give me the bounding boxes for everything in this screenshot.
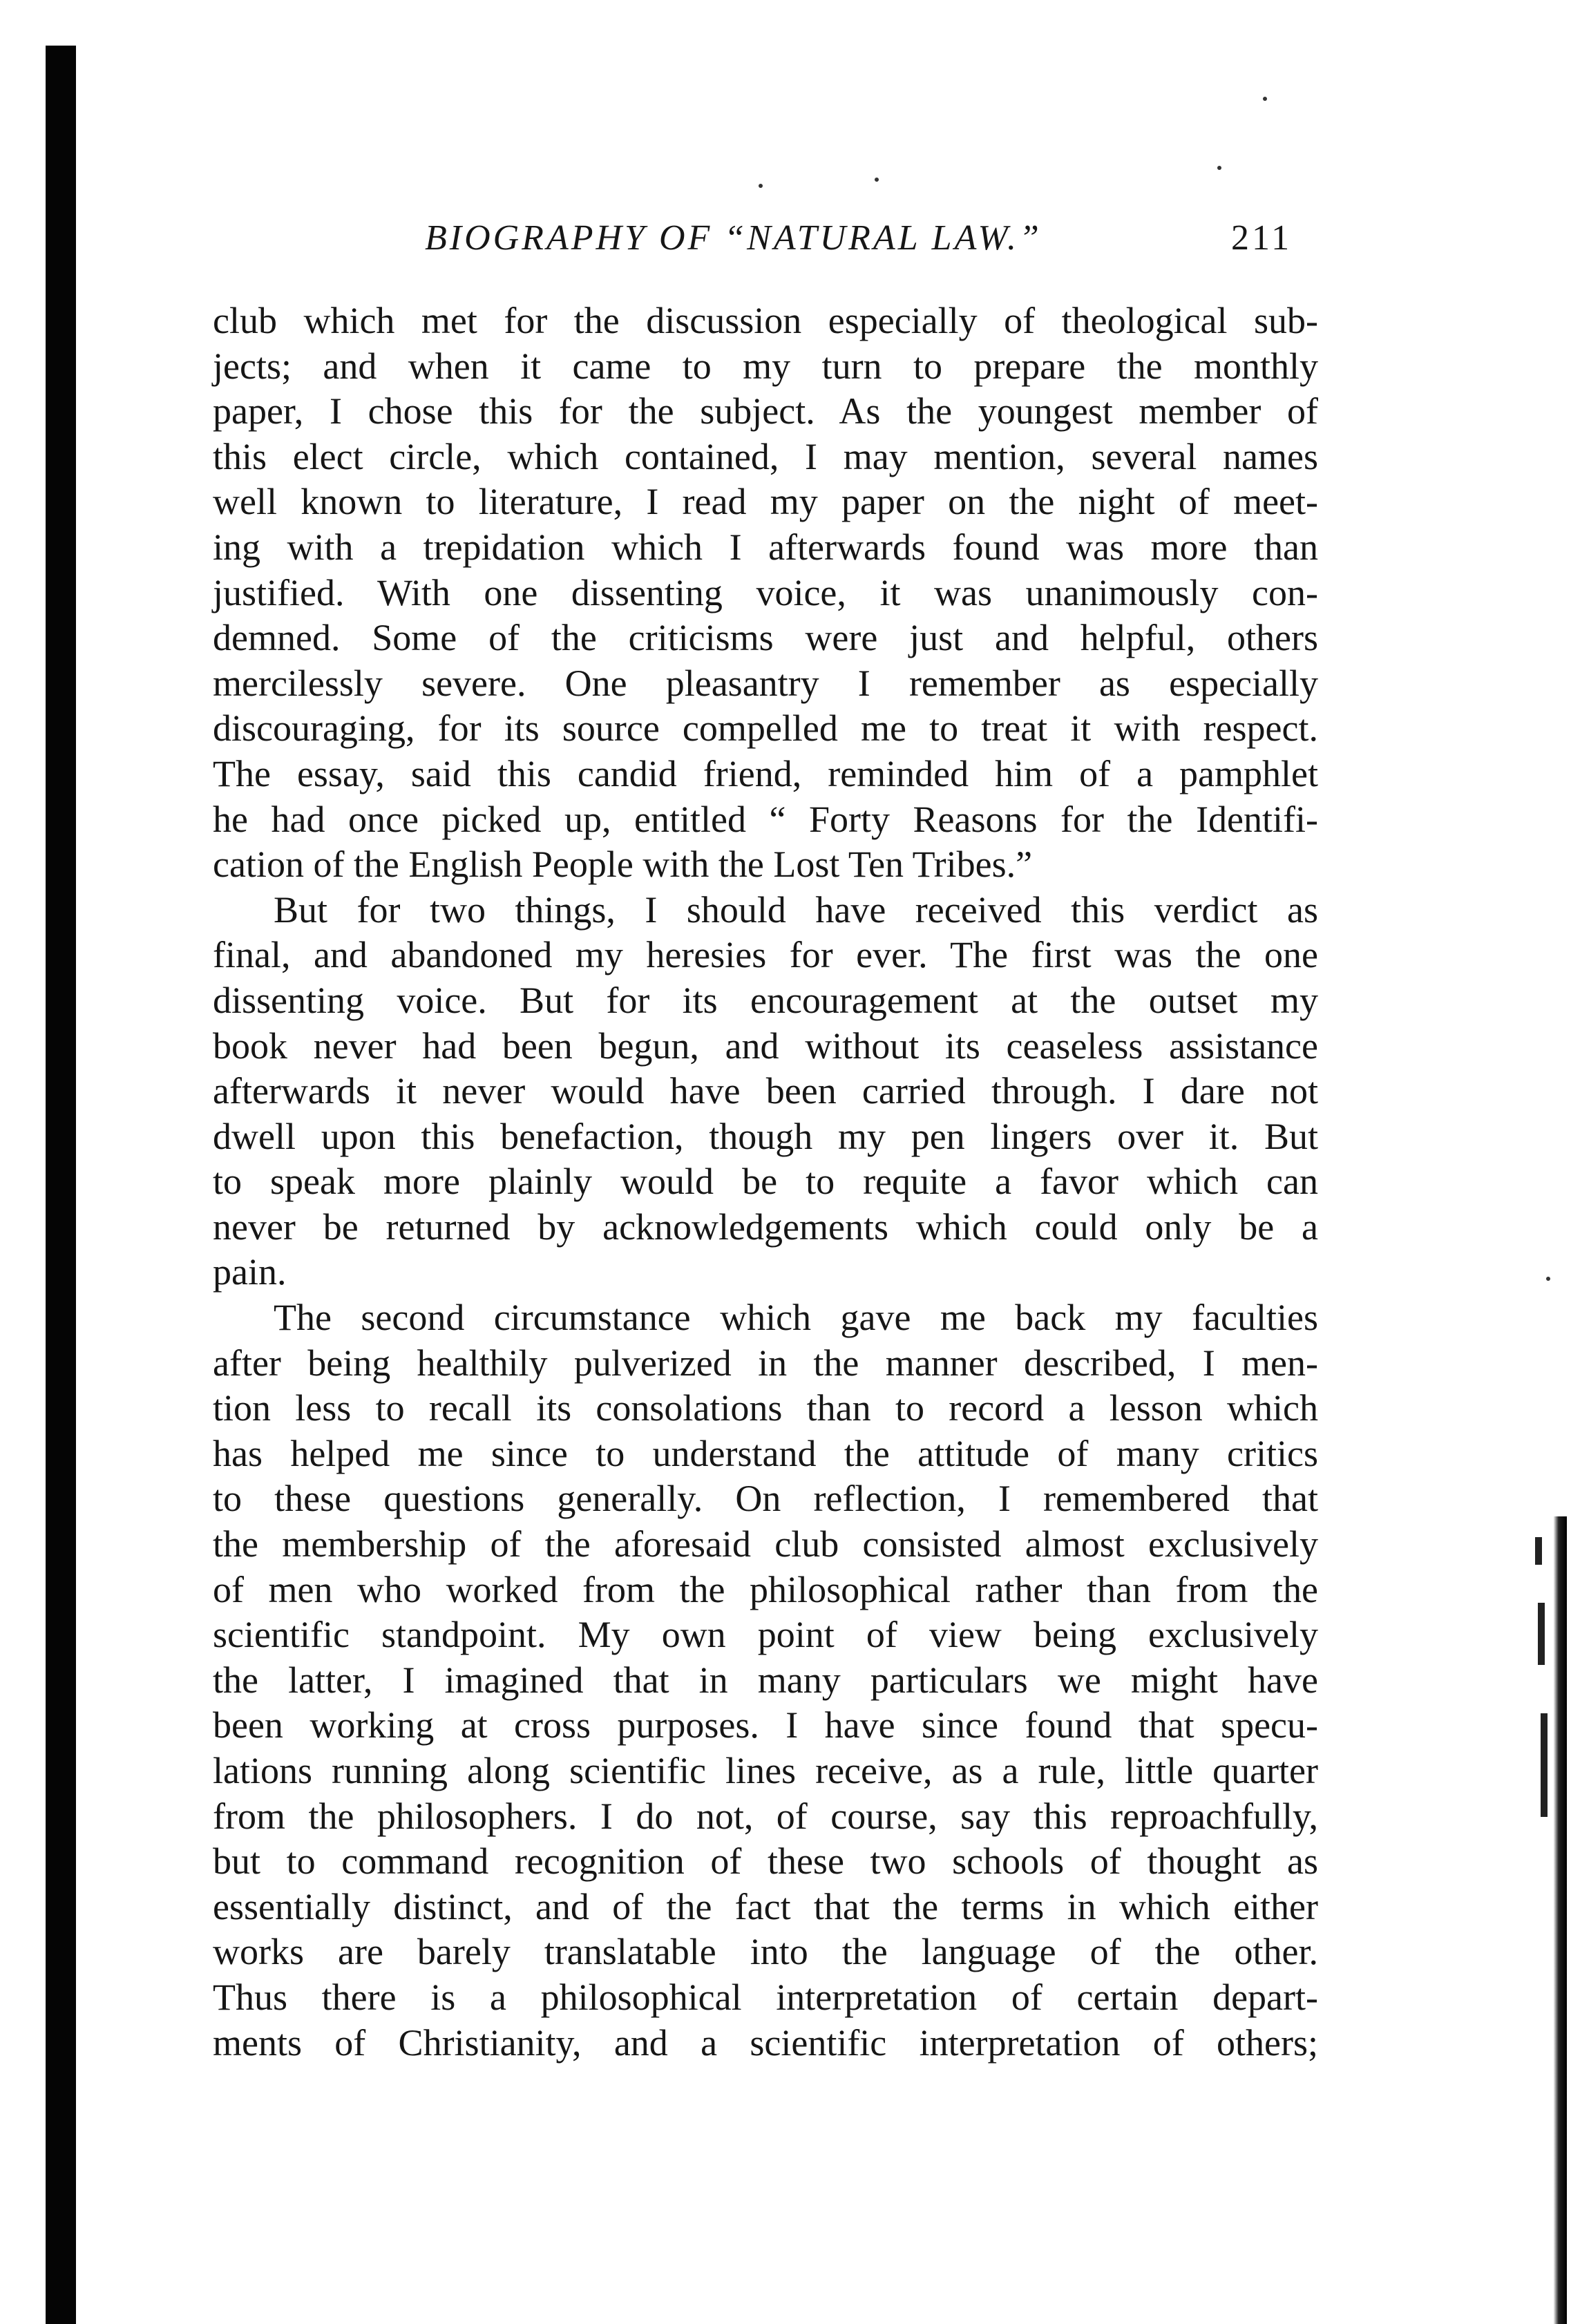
- text-line: he had once picked up, entitled “ Forty Reasons for the Identifi-: [213, 798, 1318, 840]
- text-line: to speak more plainly would be to requite a favor which can: [213, 1161, 1318, 1203]
- text-line: works are barely translatable into the language of the other.: [213, 1931, 1318, 1973]
- text-line: scientific standpoint. My own point of view being exclusively: [213, 1614, 1318, 1656]
- text-line: the membership of the aforesaid club consisted almost exclusively: [213, 1523, 1318, 1565]
- text-line: afterwards it never would have been carried through. I dare not: [213, 1070, 1318, 1112]
- scan-speck: [1217, 166, 1221, 170]
- running-head: [0, 214, 1571, 263]
- text-line: tion less to recall its consolations than to record a lesson which: [213, 1387, 1318, 1429]
- text-line: never be returned by acknowledgements which could only be a: [213, 1206, 1318, 1248]
- running-title: BIOGRAPHY OF “NATURAL LAW.”: [425, 218, 1042, 258]
- text-line: the latter, I imagined that in many particulars we might have: [213, 1659, 1318, 1701]
- scan-speck: [1546, 1277, 1550, 1281]
- text-line: of men who worked from the philosophical rather than from the: [213, 1568, 1318, 1610]
- page-number: 211: [1231, 218, 1293, 258]
- text-line: club which met for the discussion especially of theological sub-: [213, 300, 1318, 341]
- text-line: dwell upon this benefaction, though my pen lingers over it. But: [213, 1115, 1318, 1157]
- text-line: The second circumstance which gave me back my faculties: [274, 1297, 1318, 1339]
- text-line: been working at cross purposes. I have since found that specu-: [213, 1704, 1318, 1746]
- text-line: pain.: [213, 1251, 287, 1293]
- text-line: well known to literature, I read my paper on the night of meet-: [213, 481, 1318, 523]
- text-line: discouraging, for its source compelled me to treat it with respect.: [213, 707, 1318, 750]
- text-line: essentially distinct, and of the fact that the terms in which either: [213, 1885, 1318, 1927]
- text-line: Thus there is a philosophical interpretation of certain depart-: [213, 1976, 1318, 2018]
- scan-edge-fleck: [1535, 1537, 1542, 1565]
- text-line: from the philosophers. I do not, of course, say this reproachfully,: [213, 1795, 1318, 1837]
- text-line: lations running along scientific lines receive, as a rule, little quarter: [213, 1750, 1318, 1791]
- text-line: paper, I chose this for the subject. As the youngest member of: [213, 390, 1318, 432]
- text-line: mercilessly severe. One pleasantry I remember as especially: [213, 662, 1318, 704]
- text-line: demned. Some of the criticisms were just and helpful, others: [213, 617, 1318, 659]
- text-line: but to command recognition of these two schools of thought as: [213, 1840, 1318, 1883]
- text-line: to these questions generally. On reflection, I remembered that: [213, 1478, 1318, 1520]
- text-line: has helped me since to understand the attitude of many critics: [213, 1432, 1318, 1474]
- text-line: ing with a trepidation which I afterwards found was more than: [213, 526, 1318, 568]
- text-line: justified. With one dissenting voice, it was unanimously con-: [213, 571, 1318, 613]
- scan-edge-fleck: [1538, 1603, 1545, 1665]
- body-text: [213, 298, 1318, 2066]
- text-line: after being healthily pulverized in the manner described, I men-: [213, 1342, 1318, 1384]
- text-line: cation of the English People with the Lost Ten Tribes.”: [213, 844, 1033, 886]
- scan-edge-fleck: [1541, 1713, 1548, 1817]
- scan-speck: [1263, 97, 1267, 101]
- text-line: jects; and when it came to my turn to prepare the monthly: [213, 345, 1318, 387]
- scan-page-edge: [1546, 1516, 1567, 2324]
- text-line: final, and abandoned my heresies for ever. The first was the one: [213, 934, 1318, 976]
- text-line: But for two things, I should have received this verdict as: [274, 888, 1318, 931]
- scan-speck: [875, 178, 879, 182]
- text-line: book never had been begun, and without its ceaseless assistance: [213, 1025, 1318, 1067]
- text-line: dissenting voice. But for its encouragement at the outset my: [213, 979, 1318, 1021]
- text-line: The essay, said this candid friend, reminded him of a pamphlet: [213, 752, 1318, 794]
- scan-binding-edge: [46, 46, 76, 2324]
- scan-speck: [759, 184, 763, 188]
- text-line: ments of Christianity, and a scientific interpretation of others;: [213, 2021, 1318, 2064]
- text-line: this elect circle, which contained, I may mention, several names: [213, 435, 1318, 477]
